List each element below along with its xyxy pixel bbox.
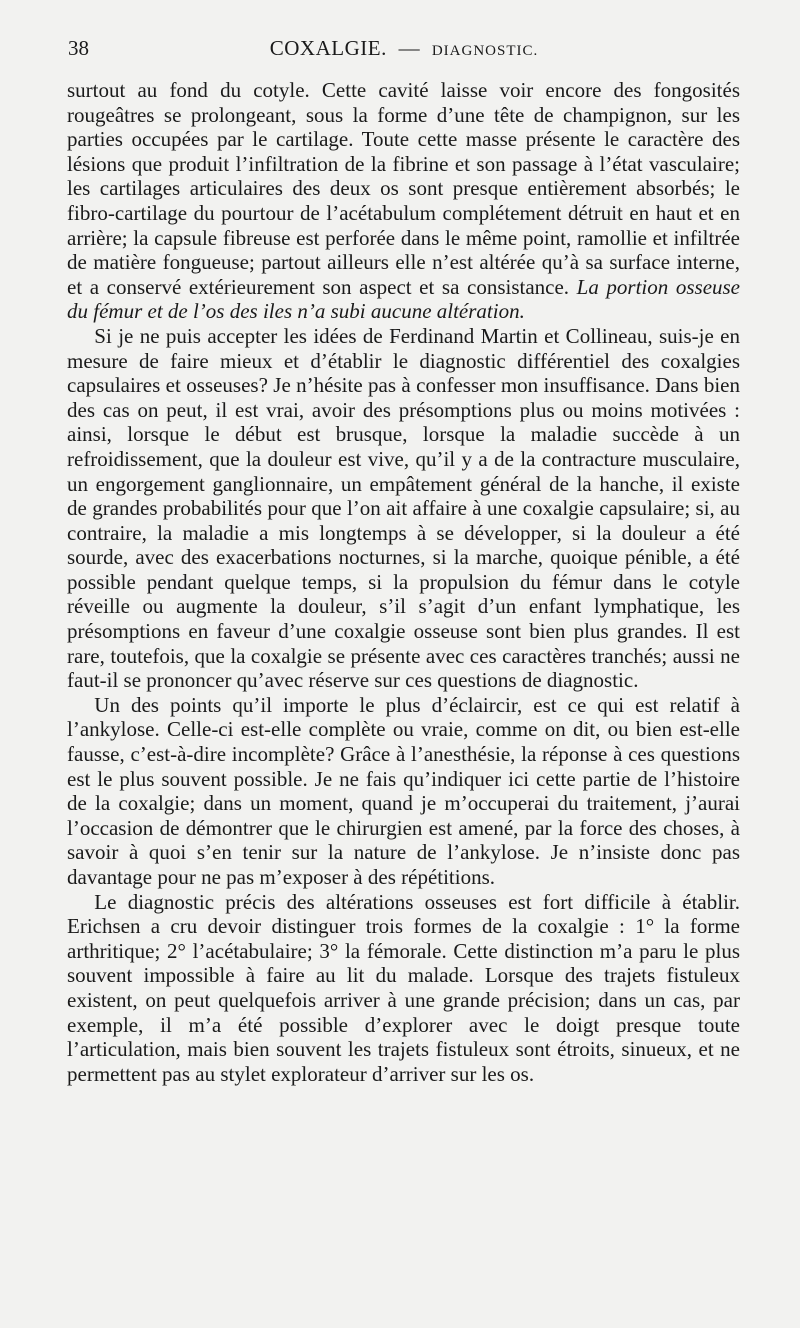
running-title-section: DIAGNOSTIC. (431, 43, 539, 59)
paragraph-1-italic-text: La portion osseuse du fémur et de l’os des iles n’a subi aucune altération. (67, 274, 741, 324)
paragraph-4: Le diagnostic précis des altérations osseuses est fort difficile à établir. Erichsen a cru devoir distinguer trois formes de la coxalgie : 1° la forme arthritique; 2° l’acétabulaire; 3° la fémorale. Cette distinction m’a paru le plus souvent impossible à faire au lit du malade. Lorsque des trajets fistuleux existent, on peut quelquefois arriver à une grande précision; dans un cas, par exemple, il m’a été possible d’explorer avec le doigt presque toute l’articulation, mais bien souvent les trajets fistuleux sont étroits, sinueux, et ne permettent pas au stylet explorateur d’arriver sur les os. (67, 889, 740, 1086)
running-title (68, 36, 740, 61)
running-head (68, 36, 740, 66)
paragraph-1 (67, 78, 740, 324)
running-title-main: COXALGIE. (269, 36, 387, 60)
paragraph-2: Si je ne puis accepter les idées de Ferdinand Martin et Collineau, suis-je en mesure de faire mieux et d’établir le diagnostic différentiel des coxalgies capsulaires et osseuses? Je n’hésite pas à confesser mon insuffisance. Dans bien des cas on peut, il est vrai, avoir des présomptions plus ou moins motivées : ainsi, lorsque le début est brusque, lorsque la maladie succède à un refroidissement, que la douleur est vive, qu’il y a de la contracture musculaire, un engorgement ganglionnaire, un empâtement général de la hanche, il existe de grandes probabilités pour que l’on ait affaire à une coxalgie capsulaire; si, au contraire, la maladie a mis longtemps à se développer, si la douleur a été sourde, avec des exacerbations nocturnes, si la marche, quoique pénible, a été possible pendant quelque temps, si la propulsion du fémur dans le cotyle réveille ou augmente la douleur, s’il s’agit d’un enfant lymphatique, les présomptions en faveur d’une coxalgie osseuse sont bien plus grandes. Il est rare, toutefois, que la coxalgie se présente avec ces caractères tranchés; aussi ne faut-il se prononcer qu’avec réserve sur ces questions de diagnostic. (67, 323, 740, 693)
body-text (67, 78, 740, 1086)
paragraph-3: Un des points qu’il importe le plus d’éclaircir, est ce qui est relatif à l’ankylose. Celle-ci est-elle complète ou vraie, comme on dit, ou bien est-elle fausse, c’est-à-dire incomplète? Grâce à l’anesthésie, la réponse à ces questions est le plus souvent possible. Je ne fais qu’indiquer ici cette partie de l’histoire de la coxalgie; dans un moment, quand je m’occuperai du traitement, j’aurai l’occasion de démontrer que le chirurgien est amené, par la force des choses, à savoir à quoi s’en tenir sur la nature de l’ankylose. Je n’insiste donc pas davantage pour ne pas m’exposer à des répétitions. (67, 692, 740, 889)
paragraph-1-text: surtout au fond du cotyle. Cette cavité laisse voir encore des fongosités rougeâtres se prolongeant, sous la forme d’une tête de champignon, sur les parties occupées par le cartilage. Toute cette masse présente le caractère des lésions que produit l’infiltration de la fibrine et son passage à l’état vasculaire; les cartilages articulaires des deux os sont presque entièrement absorbés; le fibro-cartilage du pourtour de l’acétabulum complétement détruit en haut et en arrière; la capsule fibreuse est perforée dans le même point, ramollie et infiltrée de matière fongueuse; partout ailleurs elle n’est altérée qu’à sa surface interne, et a conservé extérieurement son aspect et sa consistance. (67, 78, 740, 299)
running-title-separator: — (398, 36, 421, 60)
page-number: 38 (68, 36, 89, 60)
